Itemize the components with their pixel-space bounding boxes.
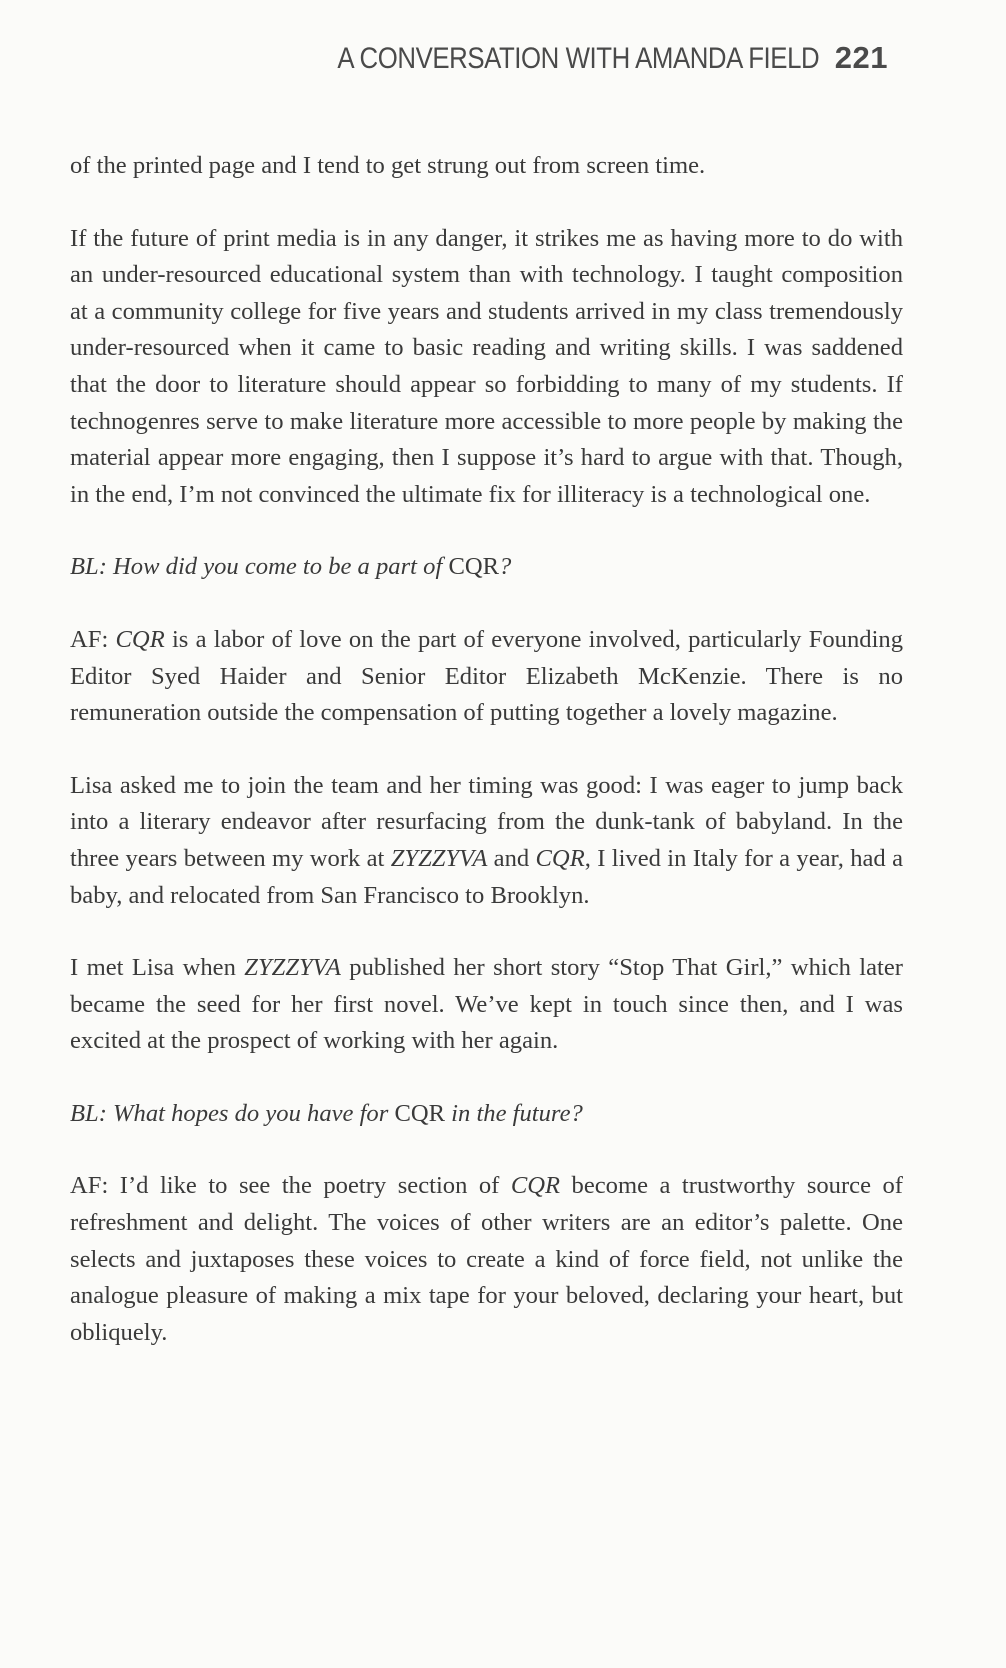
question-2-title: CQR: [394, 1099, 446, 1127]
paragraph-meeting-lisa: [70, 950, 903, 1060]
paragraph-joining-team: [70, 768, 903, 914]
page-number: 221: [834, 40, 888, 75]
running-title: A CONVERSATION WITH AMANDA FIELD: [336, 42, 819, 75]
paragraph-print-media: If the future of print media is in any danger, it strikes me as having more to do with an under-resourced educational system than with technology. I taught composition at a community college for five years and students arrived in my class tremendously under-resourced when it came to basic reading and writing skills. I was saddened that the door to literature should appear so forbidding to many of my students. If technogenres serve to make literature more accessible to more people by making the material appear more engaging, then I suppose it’s hard to argue with that. Though, in the end, I’m not convinced the ultimate fix for illiteracy is a technological one.: [70, 224, 903, 508]
interview-question-1: [70, 549, 903, 586]
p4-title-cqr: CQR: [535, 844, 585, 872]
p4-text-e: , I lived in Italy for a year, had a baby, and relocated from San Francisco to Brooklyn.: [70, 844, 903, 909]
answer-1-speaker: AF:: [70, 625, 116, 653]
question-2-text: BL: What hopes do you have for: [70, 1099, 395, 1127]
question-1-text: BL: How did you come to be a part of: [70, 553, 449, 581]
p5-title-zyzzyva: ZYZZYVA: [244, 954, 341, 982]
paragraph-continuation: of the printed page and I tend to get strung out from screen time.: [70, 152, 706, 179]
body-text: [70, 148, 903, 1387]
question-2-end: in the future?: [445, 1099, 583, 1127]
p6-text-c: become a trustworthy source of refreshment and delight. The voices of other writers are an editor’s palette. One selects and juxtaposes these voices to create a kind of force field, not unlike the analogue pleasure of making a mix tape for your beloved, declaring your heart, but obliquely.: [70, 1172, 903, 1346]
answer-1-title: CQR: [115, 625, 165, 653]
running-head: [259, 40, 888, 76]
question-1-end: ?: [499, 553, 512, 581]
question-1-title: CQR: [448, 553, 500, 581]
p5-text-a: I met Lisa when: [70, 954, 245, 982]
answer-1-text: is a labor of love on the part of everyone involved, particularly Founding Editor Syed Haider and Senior Editor Elizabeth McKenzie. There is no remuneration outside the compensation of putting together a lovely magazine.: [70, 625, 903, 727]
paragraph-poetry-section: [70, 1168, 903, 1351]
interview-question-2: [70, 1096, 903, 1133]
p6-text-a: AF: I’d like to see the poetry section of: [70, 1172, 511, 1200]
p4-title-zyzzyva: ZYZZYVA: [390, 844, 488, 872]
paragraph-labor-of-love: [70, 622, 903, 732]
p6-title-cqr: CQR: [510, 1172, 561, 1200]
p4-text-a: Lisa asked me to join the team and her timing was good: I was eager to jump back into a literary endeavor after resurfacing from the dunk-tank of babyland. In the three years between my work at: [70, 771, 903, 872]
p5-text-c: published her short story “Stop That Girl,” which later became the seed for her first novel. We’ve kept in touch since then, and I was excited at the prospect of working with her again.: [70, 954, 903, 1055]
p4-text-c: and: [487, 844, 536, 872]
